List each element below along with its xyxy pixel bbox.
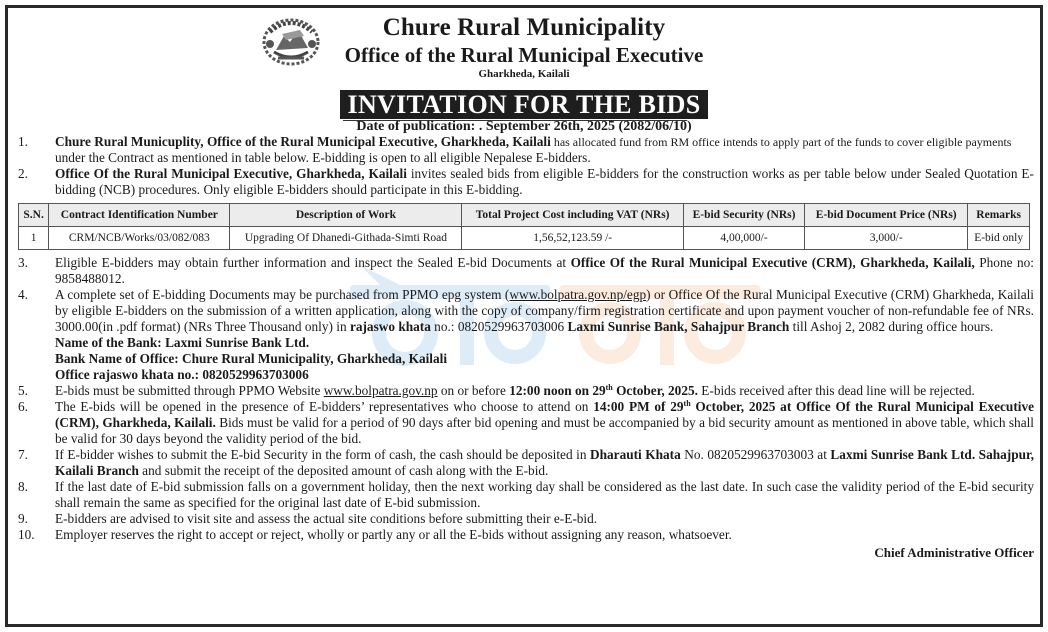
clause-text: Employer reserves the right to accept or reject, wholly or partly any or all the E-bids without assigning any reason, whatsoever. (55, 527, 732, 542)
clause-text: on or before (437, 383, 510, 398)
clause-text: invites sealed bids from eligible E-bidders for the construction works as per table below under Sealed Quotation E-bidding (NCB) procedures. Only eligible E-bidders should participate in this E-bidding. (55, 166, 1034, 197)
clause-text: E-bidders are advised to visit site and assess the actual site conditions before submitting their e-E-bid. (55, 511, 598, 526)
clause-bold: Office Of the Rural Municipal Executive, Gharkheda, Kailali (55, 166, 407, 181)
opening-time-text: 14:00 PM of 29 (593, 399, 684, 414)
cell-contract-id: CRM/NCB/Works/03/082/083 (49, 227, 230, 250)
cell-sn: 1 (19, 227, 49, 250)
col-sn: S.N. (19, 204, 49, 227)
notice-body (18, 134, 1034, 561)
egp-link[interactable]: www.bolpatra.gov.np/egp (509, 287, 647, 302)
clause-8 (18, 479, 1034, 511)
clause-bold: Dharauti Khata (590, 447, 681, 462)
col-remarks: Remarks (968, 204, 1030, 227)
clause-number: 10. (18, 527, 35, 542)
bank-name-line: Name of the Bank: Laxmi Sunrise Bank Ltd. (55, 335, 310, 350)
clause-1 (18, 134, 1034, 166)
clause-text: no.: 0820529963703006 (430, 319, 568, 334)
col-contract-id: Contract Identification Number (49, 204, 230, 227)
invitation-banner: INVITATION FOR THE BIDS (340, 90, 709, 119)
clause-number: 9. (18, 511, 28, 526)
clause-number: 1. (18, 134, 28, 149)
bolpatra-link[interactable]: www.bolpatra.gov.np (323, 383, 438, 398)
bank-account-line: Office rajaswo khata no.: 0820529963703006 (55, 367, 309, 382)
clause-number: 7. (18, 447, 28, 462)
clause-text: Bids must be valid for a period of 90 days after bid opening and must be accompanied by a bid security amount as mentioned in above table, which shall be valid for 30 days beyond the validity period of the bid. (55, 415, 1034, 446)
clause-2 (18, 166, 1034, 198)
clause-text: If E-bidder wishes to submit the E-bid Security in the form of cash, the cash should be deposited in (55, 447, 591, 462)
office-subtitle: Office of the Rural Municipal Executive (344, 43, 704, 67)
clause-text: If the last date of E-bid submission falls on a government holiday, then the next working day shall be considered as the last date. In such case the validity period of the E-bid security shall remain the same as specified for the original last date of E-bid submission. (55, 479, 1034, 510)
signature-title: Chief Administrative Officer (874, 545, 1034, 560)
clause-text: and submit the receipt of the deposited amount of cash along with the E-bid. (138, 463, 549, 478)
clause-text: ) or Office Of the Rural Municipal Executive (CRM) Gharkheda, Kailali by eligible E-bidders on the submission of a written application, along with the copy of company/firm registration certificate and upon payment voucher of non-refundable fee of NRs. 3000.00(in .pdf format) (NRs Three Thousand only) in (55, 287, 1034, 334)
ordinal-suffix: th (605, 383, 613, 392)
deadline-time: 12:00 noon on 29 (509, 383, 606, 398)
cell-remarks: E-bid only (968, 227, 1030, 250)
clause-number: 8. (18, 479, 28, 494)
clause-text: till Ashoj 2, 2082 during office hours. (789, 319, 994, 334)
clause-text: Eligible E-bidders may obtain further information and inspect the Sealed E-bid Documents at (55, 255, 571, 270)
table-header-row (19, 204, 1030, 227)
bank-office-line: Bank Name of Office: Chure Rural Municipality, Gharkheda, Kailali (55, 351, 448, 366)
bids-table (18, 203, 1030, 250)
clause-text: The E-bids will be opened in the presence of E-bidders’ representatives who choose to attend on (55, 399, 594, 414)
deadline (509, 383, 698, 398)
clause-text: No. 0820529963703003 at (680, 447, 831, 462)
clause-text: E-bids received after this dead line will be rejected. (697, 383, 975, 398)
col-doc-price: E-bid Document Price (NRs) (805, 204, 968, 227)
office-address: Gharkheda, Kailali (478, 68, 570, 80)
clause-3 (18, 255, 1034, 287)
clause-bold: rajaswo khata (349, 319, 431, 334)
table-row (19, 227, 1030, 250)
municipality-title: Chure Rural Municipality (382, 14, 666, 41)
clause-text: under the Contract as mentioned in table below. E-bidding is open to all eligible Nepalese E-bidders. (55, 150, 591, 165)
clause-text: Phone no: 9858488012. (55, 255, 1034, 286)
clause-number: 3. (18, 255, 28, 270)
clause-text: A complete set of E-bidding Documents may be purchased from PPMO epg system ( (55, 287, 510, 302)
clause-number: 2. (18, 166, 28, 181)
ordinal-suffix: th (683, 399, 691, 408)
cell-bid-security: 4,00,000/- (683, 227, 804, 250)
clause-7 (18, 447, 1034, 479)
clause-bold: Laxmi Sunrise Bank, Sahajpur Branch (567, 319, 790, 334)
cell-total-cost: 1,56,52,123.59 /- (462, 227, 683, 250)
clause-5 (18, 383, 1034, 399)
clause-4 (18, 287, 1034, 383)
clause-bold: Chure Rural Municuplity, Office of the Rural Municipal Executive, Gharkheda, Kailali (55, 134, 551, 149)
cell-description: Upgrading Of Dhanedi-Githada-Simti Road (230, 227, 462, 250)
col-total-cost: Total Project Cost including VAT (NRs) (462, 204, 683, 227)
col-bid-security: E-bid Security (NRs) (683, 204, 804, 227)
notice-header (0, 10, 1048, 135)
clause-9 (18, 511, 1034, 527)
clause-number: 4. (18, 287, 28, 302)
clause-text: E-bids must be submitted through PPMO Website (55, 383, 324, 398)
opening-place: October, 2025 at Office Of the Rural Municipal Executive (CRM), Gharkheda, Kailali. (55, 399, 1034, 430)
clause-number: 5. (18, 383, 28, 398)
publication-date-rule (343, 120, 687, 121)
clause-text: has allocated fund from RM office intends to apply part of the funds to cover eligible payments (550, 135, 1012, 149)
clause-10 (18, 527, 1034, 543)
publication-date: Date of publication: . September 26th, 2025 (2082/06/10) (356, 119, 692, 134)
clause-6 (18, 399, 1034, 447)
deadline-date: October, 2025. (612, 383, 698, 398)
clause-bold: Laxmi Sunrise Bank Ltd. Sahajpur, Kailali Branch (55, 447, 1034, 478)
clause-bold: Office Of the Rural Municipal Executive (CRM), Gharkheda, Kailali, (570, 255, 975, 270)
clause-number: 6. (18, 399, 28, 414)
cell-doc-price: 3,000/- (805, 227, 968, 250)
col-description: Description of Work (230, 204, 462, 227)
